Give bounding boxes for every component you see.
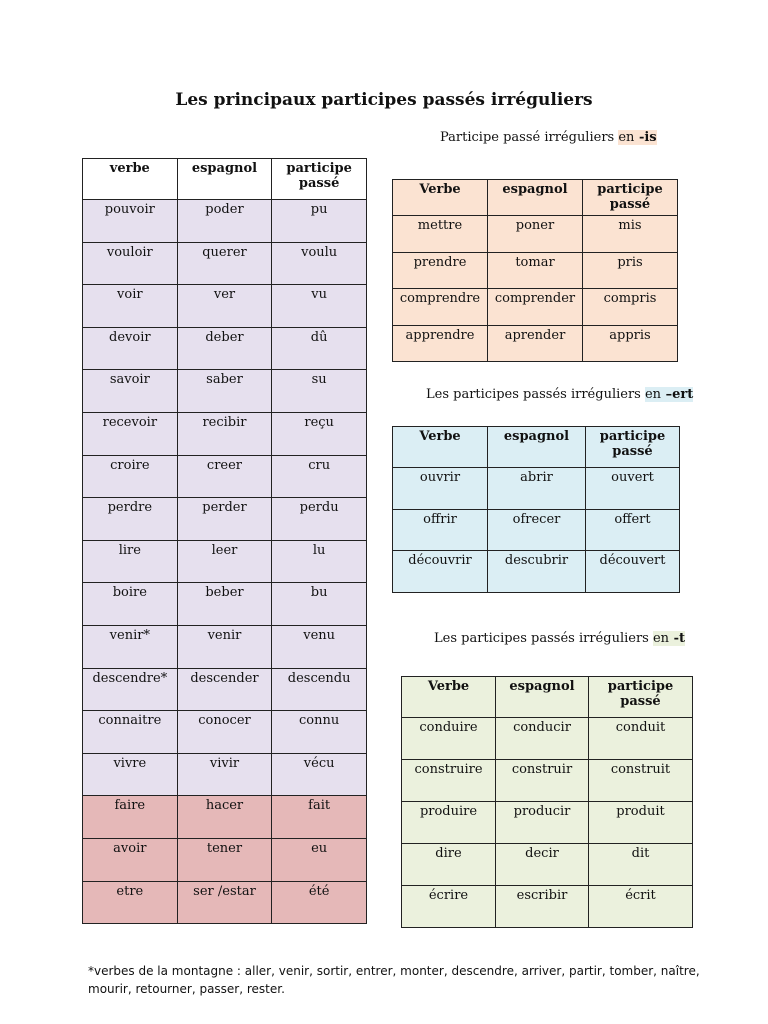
participe-cell: vécu — [272, 753, 367, 796]
table-row — [83, 796, 367, 839]
espagnol-cell: saber — [177, 370, 272, 413]
participe-cell: lu — [272, 540, 367, 583]
verbe-cell: descendre* — [83, 668, 178, 711]
t-verb-table — [401, 676, 693, 928]
espagnol-cell: producir — [496, 802, 589, 844]
participe-cell: fait — [272, 796, 367, 839]
espagnol-cell: poder — [177, 200, 272, 243]
table-row — [83, 370, 367, 413]
participe-cell: mis — [583, 216, 678, 253]
verbe-cell: etre — [83, 881, 178, 924]
participe-cell: connu — [272, 711, 367, 754]
verbe-cell: produire — [402, 802, 496, 844]
header-espagnol: espagnol — [496, 677, 589, 718]
table-row — [393, 468, 680, 510]
footnote: *verbes de la montagne : aller, venir, sortir, entrer, monter, descendre, arriver, partir, tomber, naître, mourir, retourner, passer, rester. — [88, 964, 700, 996]
espagnol-cell: descender — [177, 668, 272, 711]
participe-cell: vu — [272, 285, 367, 328]
table-header-row — [393, 427, 680, 468]
table-row — [393, 252, 678, 289]
participe-cell: offert — [586, 509, 680, 551]
participe-cell: découvert — [586, 551, 680, 593]
participe-cell: perdu — [272, 498, 367, 541]
participe-cell: cru — [272, 455, 367, 498]
participe-cell: dû — [272, 327, 367, 370]
participe-cell: appris — [583, 325, 678, 362]
verbe-cell: écrire — [402, 886, 496, 928]
table-row — [83, 242, 367, 285]
caption-t-suffix: -t — [673, 631, 685, 646]
caption-is-highlight — [618, 130, 656, 145]
caption-t — [434, 631, 685, 646]
espagnol-cell: ver — [177, 285, 272, 328]
verbe-cell: offrir — [393, 509, 488, 551]
header-participe-passe: participe passé — [586, 427, 680, 468]
is-verb-table — [392, 179, 678, 362]
header-espagnol: espagnol — [177, 159, 272, 200]
table-row — [393, 216, 678, 253]
table-row — [83, 583, 367, 626]
espagnol-cell: decir — [496, 844, 589, 886]
espagnol-cell: perder — [177, 498, 272, 541]
espagnol-cell: abrir — [488, 468, 586, 510]
caption-is-en: en — [618, 130, 635, 145]
header-verbe: Verbe — [393, 180, 488, 216]
participe-cell: dit — [589, 844, 693, 886]
caption-ert-prefix: Les participes passés irréguliers — [426, 387, 645, 402]
table-row — [83, 327, 367, 370]
caption-t-highlight — [653, 631, 685, 646]
table-header-row — [83, 159, 367, 200]
header-participe-passe: participe passé — [272, 159, 367, 200]
verbe-cell: boire — [83, 583, 178, 626]
main-verb-table — [82, 158, 367, 924]
participe-cell: écrit — [589, 886, 693, 928]
header-verbe: Verbe — [393, 427, 488, 468]
espagnol-cell: tomar — [488, 252, 583, 289]
participe-cell: bu — [272, 583, 367, 626]
verbe-cell: découvrir — [393, 551, 488, 593]
espagnol-cell: hacer — [177, 796, 272, 839]
verbe-cell: devoir — [83, 327, 178, 370]
table-row — [83, 540, 367, 583]
verbe-cell: construire — [402, 760, 496, 802]
table-row — [83, 412, 367, 455]
page-title: Les principaux participes passés irréguliers — [175, 90, 593, 110]
espagnol-cell: venir — [177, 625, 272, 668]
espagnol-cell: conducir — [496, 718, 589, 760]
table-row — [393, 325, 678, 362]
participe-cell: conduit — [589, 718, 693, 760]
verbe-cell: venir* — [83, 625, 178, 668]
header-participe-passe: participe passé — [583, 180, 678, 216]
table-row — [393, 289, 678, 326]
header-verbe: Verbe — [402, 677, 496, 718]
verbe-cell: croire — [83, 455, 178, 498]
participe-cell: pu — [272, 200, 367, 243]
table-row — [83, 285, 367, 328]
participe-cell: eu — [272, 838, 367, 881]
participe-cell: descendu — [272, 668, 367, 711]
table-row — [393, 509, 680, 551]
espagnol-cell: aprender — [488, 325, 583, 362]
caption-ert-en: en — [644, 387, 662, 402]
verbe-cell: recevoir — [83, 412, 178, 455]
table-header-row — [402, 677, 693, 718]
table-header-row — [393, 180, 678, 216]
verbe-cell: vivre — [83, 753, 178, 796]
espagnol-cell: ser /estar — [177, 881, 272, 924]
espagnol-cell: comprender — [488, 289, 583, 326]
table-row — [83, 838, 367, 881]
table-row — [83, 668, 367, 711]
participe-cell: ouvert — [586, 468, 680, 510]
espagnol-cell: vivir — [177, 753, 272, 796]
caption-is-suffix: -is — [638, 130, 657, 145]
espagnol-cell: ofrecer — [488, 509, 586, 551]
verbe-cell: ouvrir — [393, 468, 488, 510]
verbe-cell: conduire — [402, 718, 496, 760]
ert-verb-table — [392, 426, 680, 593]
verbe-cell: prendre — [393, 252, 488, 289]
espagnol-cell: conocer — [177, 711, 272, 754]
participe-cell: produit — [589, 802, 693, 844]
table-row — [402, 802, 693, 844]
caption-t-prefix: Les participes passés irréguliers — [434, 631, 653, 646]
verbe-cell: savoir — [83, 370, 178, 413]
header-espagnol: espagnol — [488, 180, 583, 216]
verbe-cell: voir — [83, 285, 178, 328]
espagnol-cell: recibir — [177, 412, 272, 455]
caption-is-prefix: Participe passé irréguliers — [440, 130, 619, 145]
verbe-cell: faire — [83, 796, 178, 839]
participe-cell: compris — [583, 289, 678, 326]
verbe-cell: connaitre — [83, 711, 178, 754]
verbe-cell: perdre — [83, 498, 178, 541]
table-row — [83, 200, 367, 243]
participe-cell: été — [272, 881, 367, 924]
participe-cell: construit — [589, 760, 693, 802]
espagnol-cell: querer — [177, 242, 272, 285]
table-row — [393, 551, 680, 593]
table-row — [83, 881, 367, 924]
header-verbe: verbe — [83, 159, 178, 200]
table-row — [402, 886, 693, 928]
verbe-cell: vouloir — [83, 242, 178, 285]
espagnol-cell: leer — [177, 540, 272, 583]
caption-t-en: en — [652, 631, 670, 646]
verbe-cell: mettre — [393, 216, 488, 253]
verbe-cell: lire — [83, 540, 178, 583]
table-row — [83, 455, 367, 498]
table-row — [83, 711, 367, 754]
table-row — [83, 625, 367, 668]
espagnol-cell: creer — [177, 455, 272, 498]
header-espagnol: espagnol — [488, 427, 586, 468]
table-row — [402, 760, 693, 802]
participe-cell: venu — [272, 625, 367, 668]
caption-is — [440, 130, 657, 145]
participe-cell: su — [272, 370, 367, 413]
verbe-cell: dire — [402, 844, 496, 886]
espagnol-cell: tener — [177, 838, 272, 881]
participe-cell: reçu — [272, 412, 367, 455]
participe-cell: voulu — [272, 242, 367, 285]
espagnol-cell: descubrir — [488, 551, 586, 593]
espagnol-cell: poner — [488, 216, 583, 253]
table-row — [402, 718, 693, 760]
verbe-cell: pouvoir — [83, 200, 178, 243]
espagnol-cell: beber — [177, 583, 272, 626]
header-participe-passe: participe passé — [589, 677, 693, 718]
verbe-cell: avoir — [83, 838, 178, 881]
caption-ert-highlight — [645, 387, 693, 402]
espagnol-cell: escribir — [496, 886, 589, 928]
espagnol-cell: construir — [496, 760, 589, 802]
caption-ert — [426, 387, 693, 402]
table-row — [83, 753, 367, 796]
participe-cell: pris — [583, 252, 678, 289]
table-row — [402, 844, 693, 886]
caption-ert-suffix: –ert — [665, 387, 694, 402]
verbe-cell: comprendre — [393, 289, 488, 326]
table-row — [83, 498, 367, 541]
espagnol-cell: deber — [177, 327, 272, 370]
verbe-cell: apprendre — [393, 325, 488, 362]
